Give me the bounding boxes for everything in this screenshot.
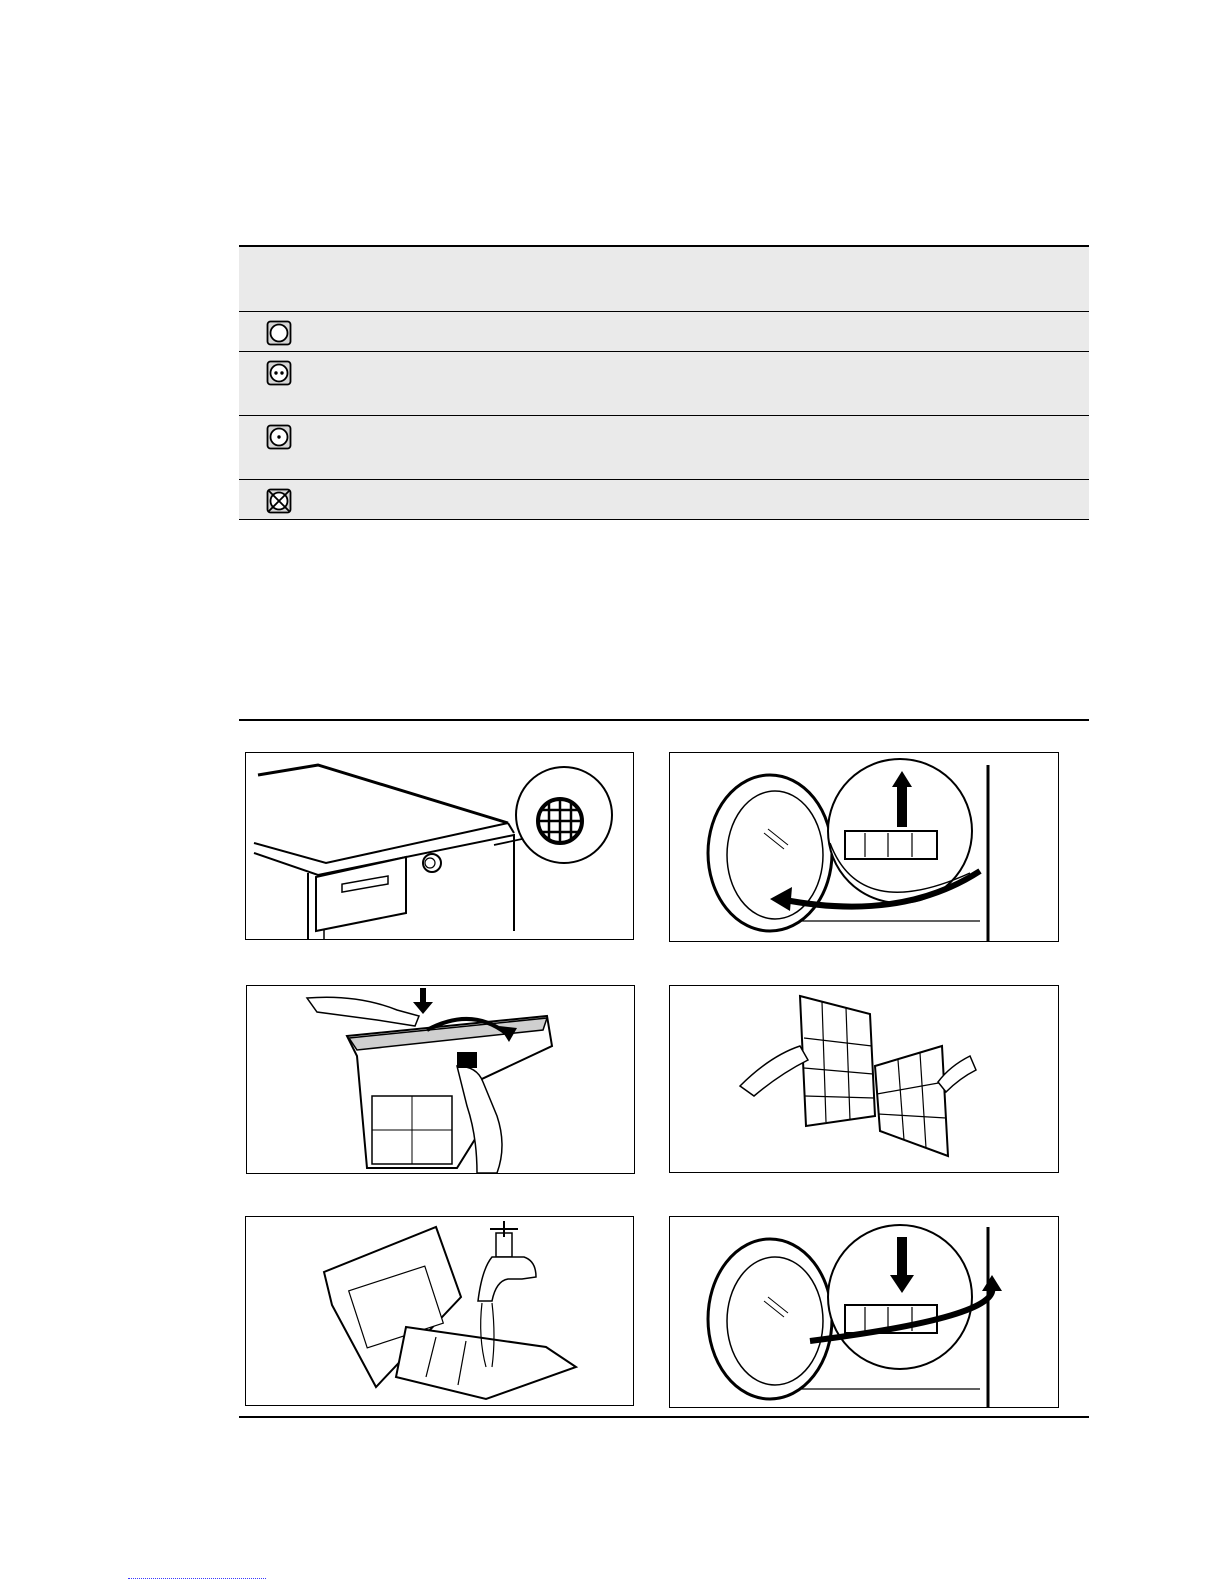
tumble-dry-symbols-table [239,245,1089,520]
table-row [239,352,1089,416]
section-divider-top [239,719,1089,721]
filter-icon [800,996,948,1156]
filter-grid-icon [538,799,582,843]
figure-open-filter-halves [669,985,1059,1173]
footer-link-underline [128,1578,266,1579]
table-row [239,480,1089,520]
tumble-dry-high-heat-icon [266,360,292,386]
figure-press-release-open-filter [246,985,635,1174]
tumble-dry-low-heat-icon [266,424,292,450]
table-row [239,416,1089,480]
tumble-dry-normal-icon [266,320,292,346]
figure-reinsert-filter-close-door [669,1216,1059,1408]
figure-open-door-lift-filter [669,752,1059,942]
figure-filter-indicator [245,752,634,940]
section-divider-bottom [239,1416,1089,1418]
figure-rinse-filter-under-tap [245,1216,634,1406]
do-not-tumble-dry-icon [266,488,292,514]
table-header-row [239,247,1089,312]
table-row [239,312,1089,352]
arrow-down-icon [413,988,433,1014]
